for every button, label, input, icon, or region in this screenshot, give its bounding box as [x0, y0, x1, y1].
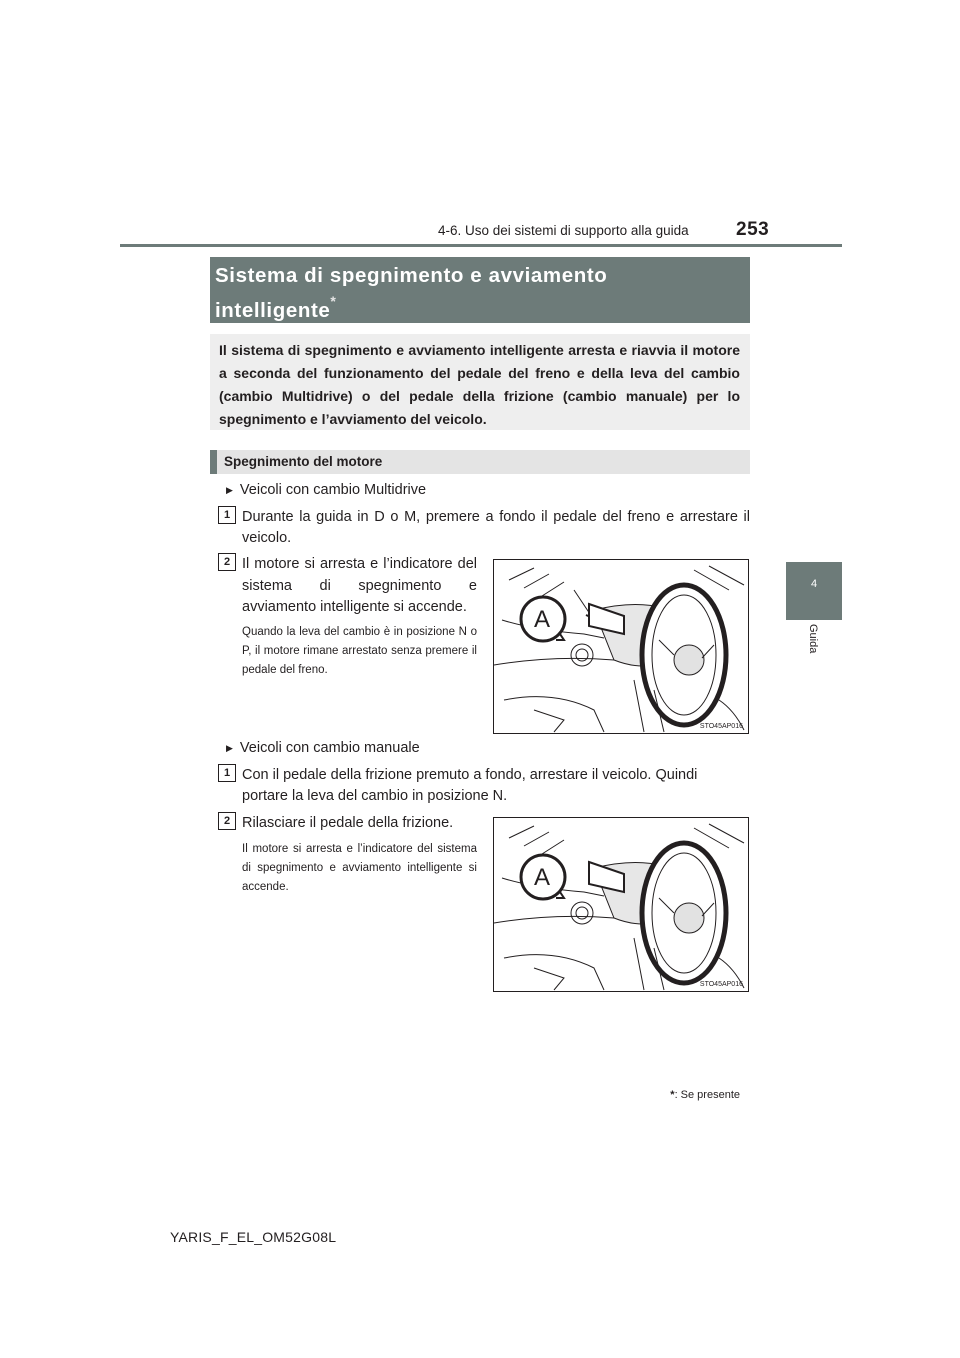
multidrive-step2-text: Il motore si arresta e l’indicatore del sistema di spegnimento e avviamento intelligente si accende.: [242, 556, 477, 615]
figure-label-multidrive: A: [534, 606, 551, 633]
document-code: YARIS_F_EL_OM52G08L: [170, 1229, 337, 1245]
bullet-manual-text: Veicoli con cambio manuale: [239, 740, 420, 756]
figure-code: STO45AP016: [699, 981, 743, 988]
asterisk-icon: *: [330, 293, 337, 309]
dashboard-illustration: [493, 817, 749, 992]
dashboard-illustration: [493, 559, 749, 734]
footnote-text: : Se presente: [674, 1089, 740, 1101]
bullet-manual: [226, 740, 420, 756]
manual-step2-text: Rilasciare il pedale della frizione.: [242, 815, 454, 831]
step-number: 1: [218, 764, 236, 782]
asterisk-icon: *: [670, 1089, 675, 1101]
section-header: 4-6. Uso dei sistemi di supporto alla guida: [438, 223, 689, 238]
step-number: 2: [218, 553, 236, 571]
chapter-number: 4: [810, 578, 818, 590]
intro-text: Il sistema di spegnimento e avviamento intelligente arresta e riavvia il motore a seconda del funzionamento del pedale del freno e della leva del cambio (cambio Multidrive) o del pedale della frizione (cambio manuale) per lo spegnimento e l’avviamento del veicolo.: [219, 342, 740, 427]
manual-note: Il motore si arresta e l’indicatore del sistema di spegnimento e avviamento intelligente si accende.: [242, 843, 477, 893]
triangle-bullet-icon: ▶: [226, 485, 233, 495]
step-number: 1: [218, 506, 236, 524]
subheader-title: Spegnimento del motore: [224, 454, 383, 469]
triangle-bullet-icon: ▶: [226, 743, 233, 753]
dashboard-drawing: [494, 560, 748, 733]
manual-step1-text: Con il pedale della frizione premuto a fondo, arrestare il veicolo. Quindi portare la leva del cambio in posizione N.: [242, 767, 698, 804]
page-title-text: Sistema di spegnimento e avviamento intelligente: [215, 264, 608, 322]
header-divider: [120, 244, 842, 247]
figure-label-manual: A: [534, 864, 551, 891]
dashboard-drawing: [494, 818, 748, 991]
multidrive-note: Quando la leva del cambio è in posizione N o P, il motore rimane arrestato senza premere il pedale del freno.: [242, 626, 477, 676]
chapter-label: Guida: [807, 624, 819, 654]
footnote: [670, 1089, 740, 1101]
step-number: 2: [218, 812, 236, 830]
page-number: 253: [736, 219, 770, 240]
bullet-multidrive-text: Veicoli con cambio Multidrive: [239, 482, 427, 498]
subheader-accent: [210, 450, 217, 474]
chapter-tab: [786, 562, 842, 620]
page-title: [215, 262, 735, 325]
figure-code: STO45AP016: [699, 723, 743, 730]
multidrive-step1-text: Durante la guida in D o M, premere a fondo il pedale del freno e arrestare il veicolo.: [242, 509, 750, 546]
bullet-multidrive: [226, 482, 426, 498]
